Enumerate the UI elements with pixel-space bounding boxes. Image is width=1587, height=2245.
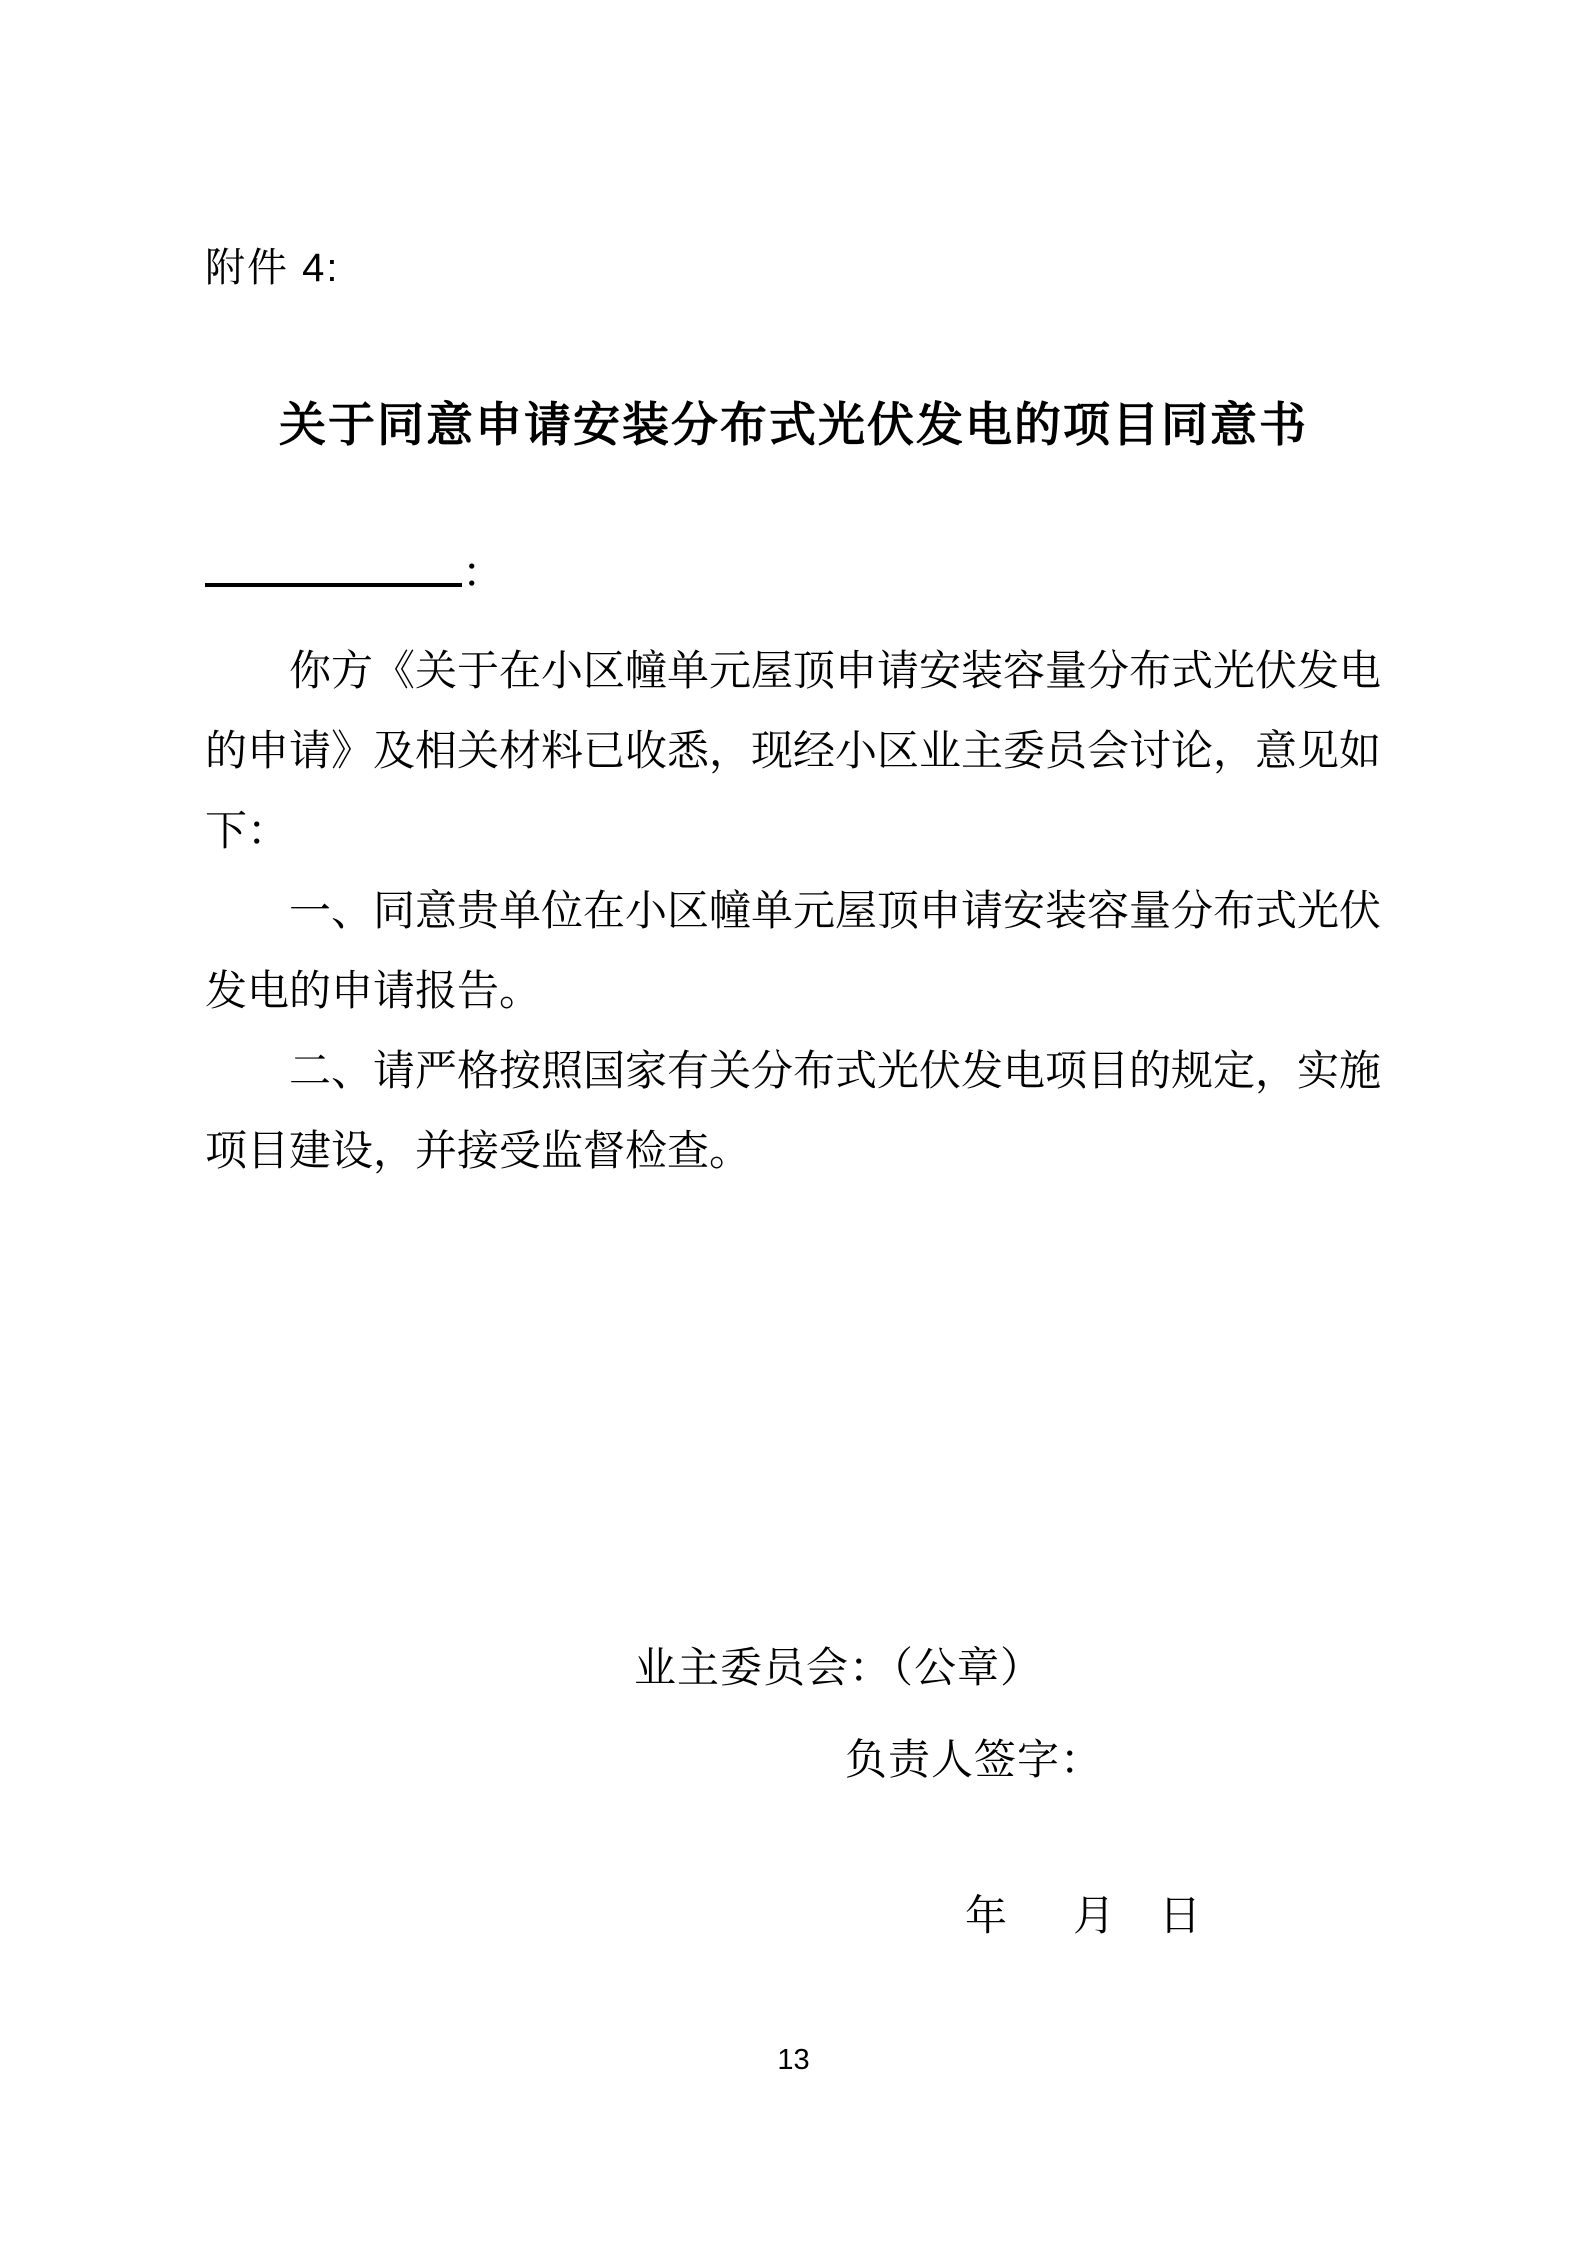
signature-committee-line: 业主委员会：（公章）: [634, 1646, 1044, 1692]
page-title: 关于同意申请安装分布式光伏发电的项目同意书: [279, 398, 1308, 451]
salutation-line: [205, 548, 504, 600]
date-month-label: 月: [1073, 1894, 1116, 1940]
salutation-colon: ：: [462, 551, 505, 597]
date-line: [965, 1889, 1201, 1945]
signature-signer-line: 负责人签字：: [845, 1738, 1104, 1784]
attachment-label: 附件 4:: [205, 246, 340, 290]
document-body: [205, 632, 1381, 1192]
date-year-label: 年: [965, 1894, 1008, 1940]
paragraph-item-one: 一、同意贵单位在小区幢单元屋顶申请安装容量分布式光伏发电的申请报告。: [205, 889, 1382, 1015]
date-day-label: 日: [1159, 1894, 1202, 1940]
paragraph-item-two: 二、请严格按照国家有关分布式光伏发电项目的规定，实施项目建设，并接受监督检查。: [205, 1049, 1382, 1175]
paragraph-intro: 你方《关于在小区幢单元屋顶申请安装容量分布式光伏发电的申请》及相关材料已收悉，现经小区业主委员会讨论，意见如下：: [205, 649, 1382, 855]
page-number: 13: [777, 2044, 810, 2076]
recipient-blank-underline: [205, 583, 462, 587]
